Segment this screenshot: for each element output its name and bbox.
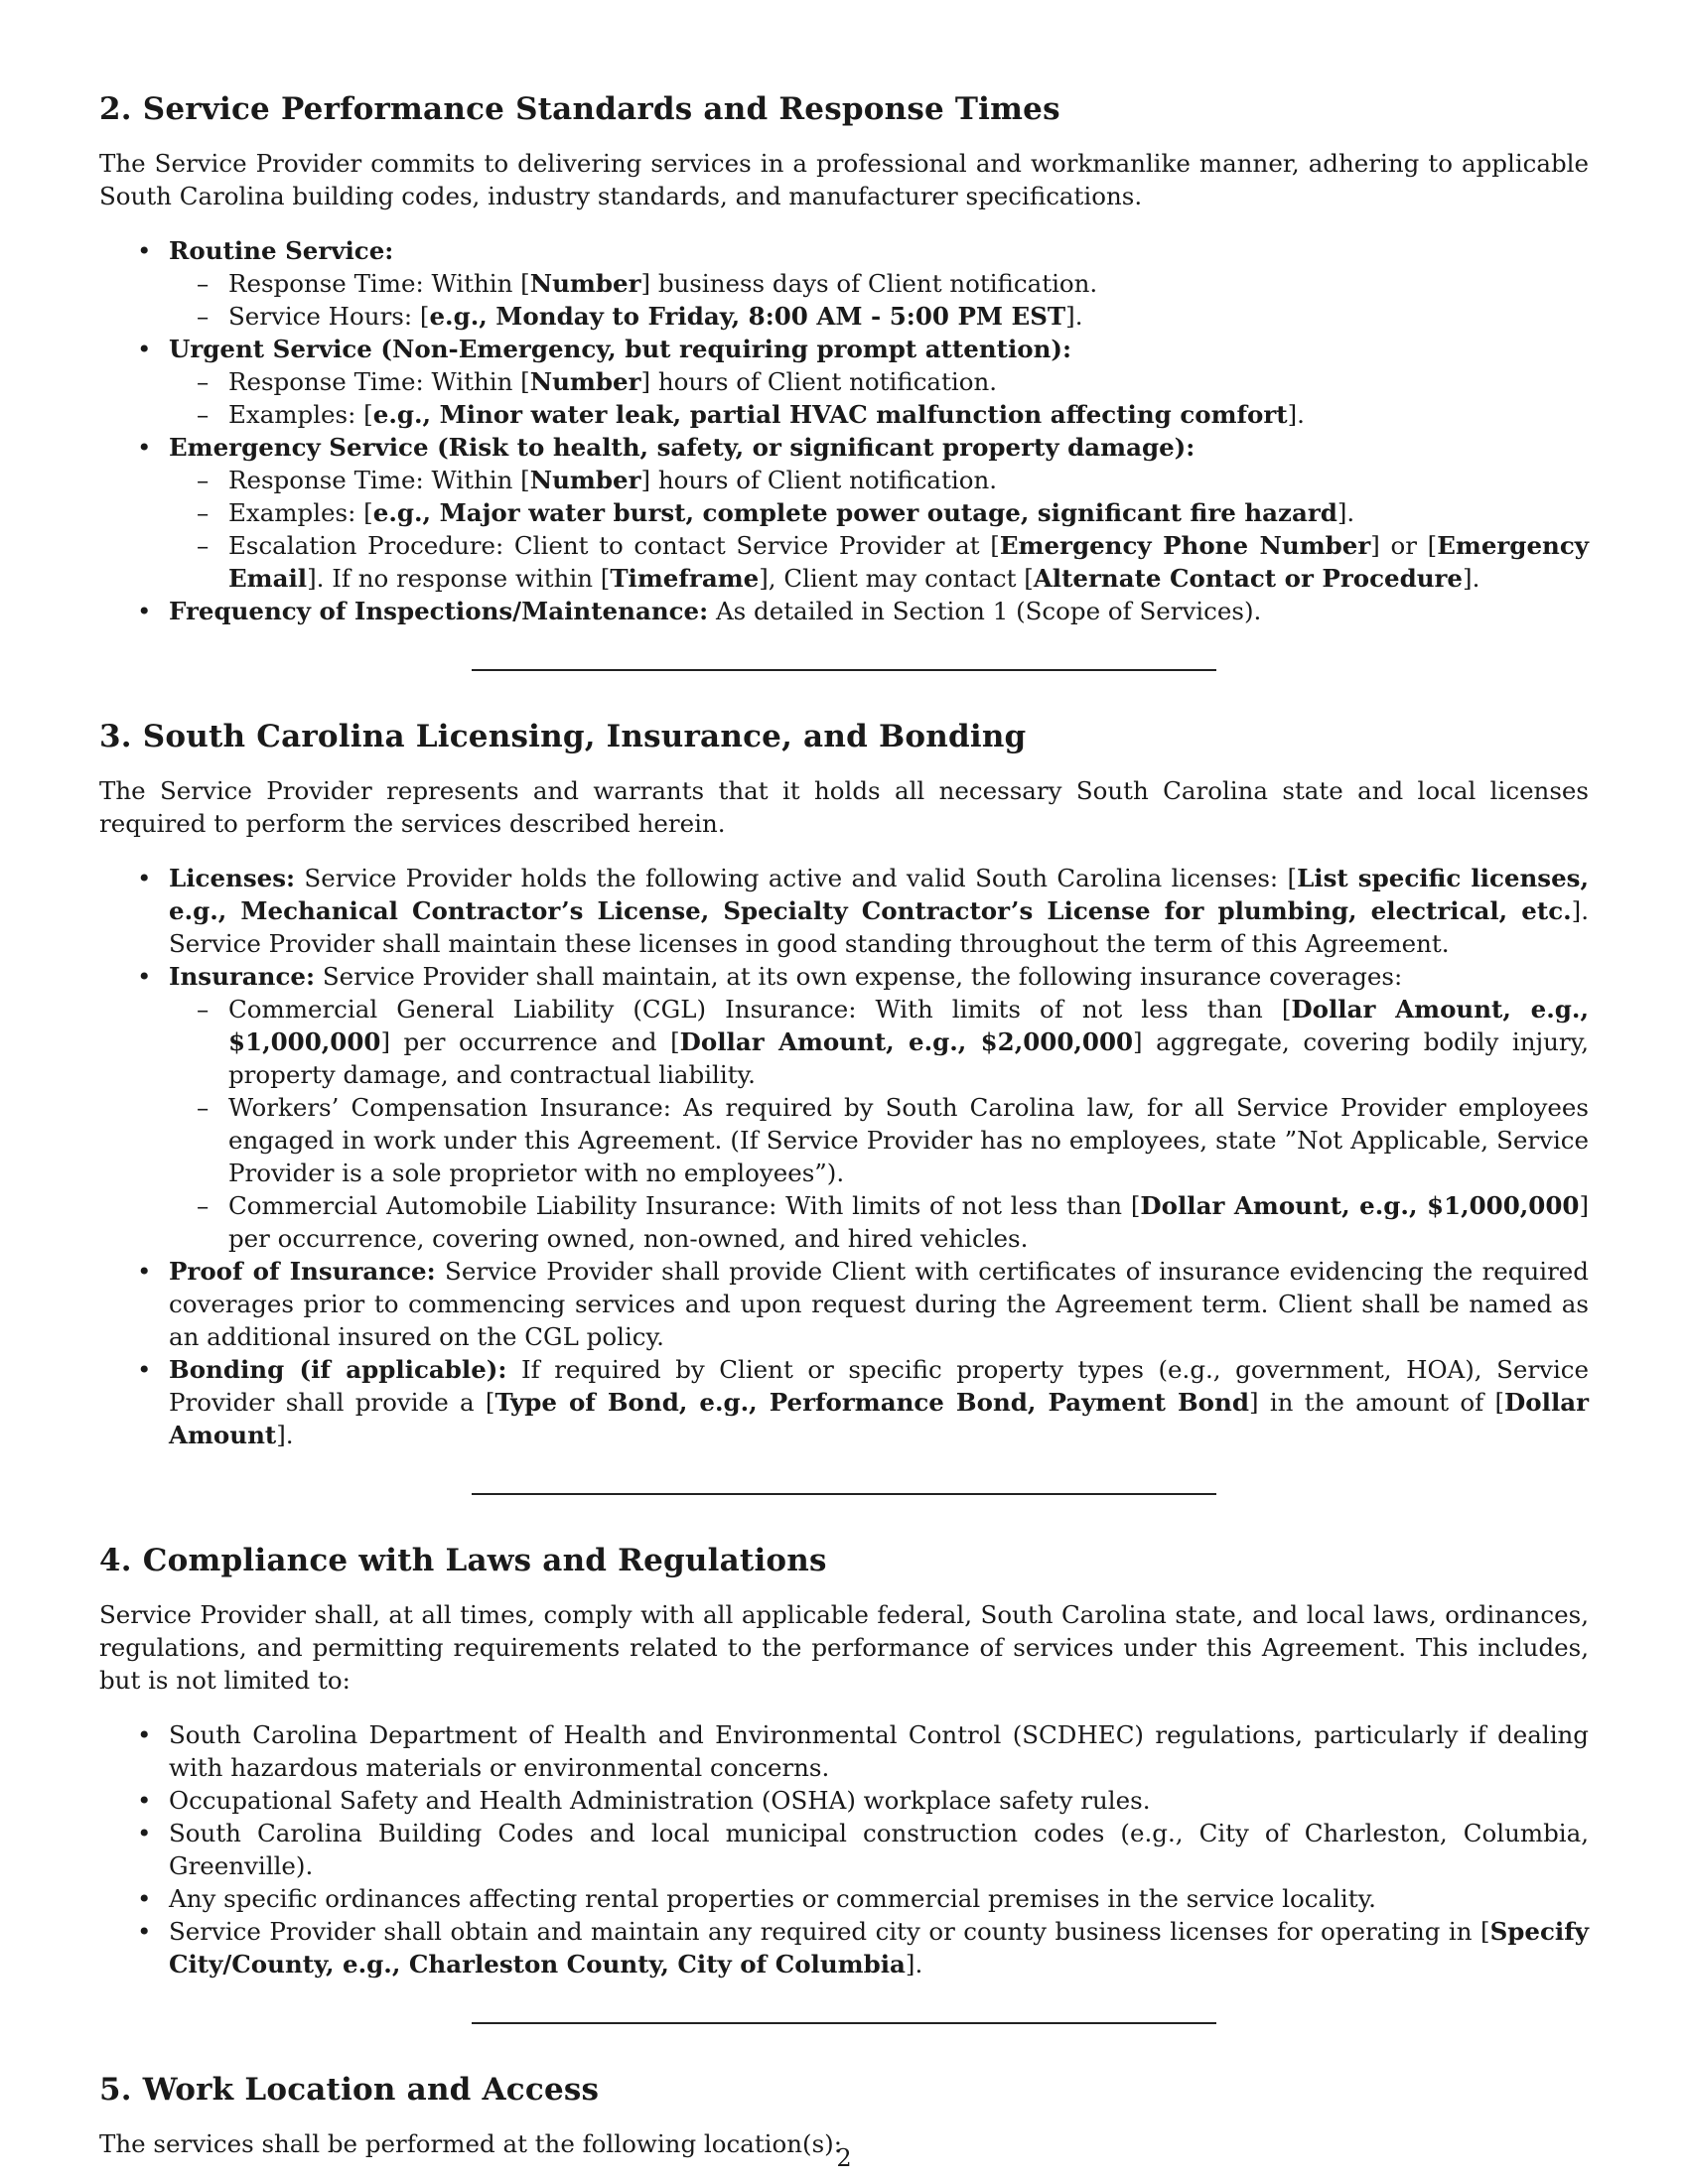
list-item: • Proof of Insurance: Service Provider shall provide Client with certificates of insurance evidencing the required coverages prior to commencing services and upon request during the Agreement term. Client shall be named as an additional insured on the CGL policy.: [99, 1255, 1589, 1353]
list-item: • Occupational Safety and Health Administration (OSHA) workplace safety rules.: [99, 1784, 1589, 1817]
section-2-list: [99, 234, 1589, 627]
emergency-service-label: Emergency Service (Risk to health, safety, or significant property damage):: [169, 433, 1196, 462]
list-item: – Examples: [e.g., Major water burst, complete power outage, significant fire hazard].: [169, 496, 1589, 529]
list-item: – Service Hours: [e.g., Monday to Friday, 8:00 AM - 5:00 PM EST].: [169, 300, 1589, 333]
list-item: [99, 431, 1589, 595]
list-item: – Response Time: Within [Number] business days of Client notification.: [169, 267, 1589, 300]
list-item: – Commercial Automobile Liability Insurance: With limits of not less than [Dollar Amount, e.g., $1,000,000] per occurrence, covering owned, non-owned, and hired vehicles.: [169, 1189, 1589, 1255]
section-5-heading: 5. Work Location and Access: [99, 2072, 600, 2108]
section-divider: [472, 669, 1216, 671]
list-item: • Licenses: Service Provider holds the following active and valid South Carolina licenses: [List specific licenses, e.g., Mechanical Contractor’s License, Specialty Contractor’s License for plumbing, electrical, etc.]. Service Provider shall maintain these licenses in good standing throughout the term of this Agreement.: [99, 862, 1589, 960]
list-item: • Bonding (if applicable): If required by Client or specific property types (e.g., government, HOA), Service Provider shall provide a [Type of Bond, e.g., Performance Bond, Payment Bond] in the amount of [Dollar Amount].: [99, 1353, 1589, 1451]
list-item: • South Carolina Department of Health and Environmental Control (SCDHEC) regulations, particularly if dealing with hazardous materials or environmental concerns.: [99, 1718, 1589, 1784]
list-item: • Insurance: Service Provider shall maintain, at its own expense, the following insurance coverages: – Commercial General Liability (CGL) Insurance: With limits of not less than [Dollar Amount, e.g., $1,000,000] per occurrence and [Dollar Amount, e.g., $2,000,000] aggregate, covering bodily injury, property damage, and contractual liability. – Workers’ Compensation Insurance: As required by South Carolina law, for all Service Provider employees engaged in work under this Agreement. (If Service Provider has no employees, state ”Not Applicable, Service Provider is a sole proprietor with no employees”). – Commercial Automobile Liability Insurance: With limits of not less than [Dollar Amount, e.g., $1,000,000] per occurrence, covering owned, non-owned, and hired vehicles.: [99, 960, 1589, 1255]
document-page: [99, 91, 1589, 2182]
section-3-heading: 3. South Carolina Licensing, Insurance, and Bonding: [99, 719, 1027, 754]
section-divider: [472, 2022, 1216, 2024]
section-4-intro: Service Provider shall, at all times, comply with all applicable federal, South Carolina state, and local laws, ordinances, regulations, and permitting requirements related to the performance of services under this Agreement. This includes, but is not limited to:: [99, 1600, 1589, 1695]
list-item: – Escalation Procedure: Client to contact Service Provider at [Emergency Phone Number] or [Emergency Email]. If no response within [Timeframe], Client may contact [Alternate Contact or Procedure].: [169, 529, 1589, 595]
list-item: [99, 234, 1589, 333]
section-2-intro: The Service Provider commits to delivering services in a professional and workmanlike manner, adhering to applicable South Carolina building codes, industry standards, and manufacturer specifications.: [99, 149, 1589, 210]
list-item: – Commercial General Liability (CGL) Insurance: With limits of not less than [Dollar Amount, e.g., $1,000,000] per occurrence and [Dollar Amount, e.g., $2,000,000] aggregate, covering bodily injury, property damage, and contractual liability.: [169, 993, 1589, 1091]
section-divider: [472, 1493, 1216, 1495]
list-item: • Service Provider shall obtain and maintain any required city or county business licenses for operating in [Specify City/County, e.g., Charleston County, City of Columbia].: [99, 1915, 1589, 1980]
routine-service-label: Routine Service:: [169, 236, 394, 265]
section-4-list: [99, 1718, 1589, 1980]
list-item: • Any specific ordinances affecting rental properties or commercial premises in the service locality.: [99, 1882, 1589, 1915]
list-item: [99, 333, 1589, 431]
list-item: – Workers’ Compensation Insurance: As required by South Carolina law, for all Service Provider employees engaged in work under this Agreement. (If Service Provider has no employees, state ”Not Applicable, Service Provider is a sole proprietor with no employees”).: [169, 1091, 1589, 1189]
section-5-intro: The services shall be performed at the following location(s):: [99, 2129, 842, 2158]
section-3-list: [99, 862, 1589, 1451]
urgent-service-label: Urgent Service (Non-Emergency, but requiring prompt attention):: [169, 335, 1072, 363]
section-3-intro: The Service Provider represents and warrants that it holds all necessary South Carolina state and local licenses required to perform the services described herein.: [99, 776, 1589, 838]
list-item: – Response Time: Within [Number] hours of Client notification.: [169, 464, 1589, 496]
list-item: • South Carolina Building Codes and local municipal construction codes (e.g., City of Charleston, Columbia, Greenville).: [99, 1817, 1589, 1882]
list-item: – Response Time: Within [Number] hours of Client notification.: [169, 365, 1589, 398]
list-item: • Frequency of Inspections/Maintenance: As detailed in Section 1 (Scope of Services).: [99, 595, 1589, 627]
section-4-heading: 4. Compliance with Laws and Regulations: [99, 1543, 827, 1578]
list-item: – Examples: [e.g., Minor water leak, partial HVAC malfunction affecting comfort].: [169, 398, 1589, 431]
section-2-heading: 2. Service Performance Standards and Response Times: [99, 91, 1060, 127]
page-number: 2: [836, 2144, 852, 2172]
